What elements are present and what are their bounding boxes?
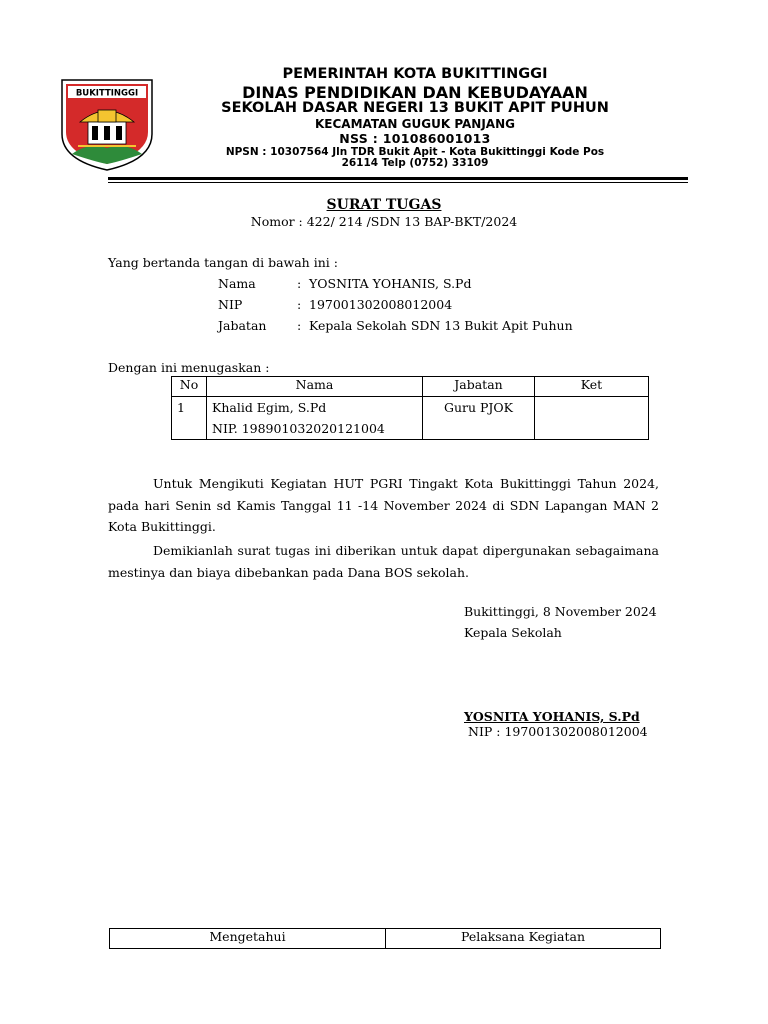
signer-nip-value: 197001302008012004 bbox=[309, 297, 453, 312]
cell-nama bbox=[207, 397, 423, 440]
assignee-name: Khalid Egim, S.Pd bbox=[212, 400, 327, 415]
intro-text: Yang bertanda tangan di bawah ini : bbox=[108, 255, 338, 270]
city-emblem-logo bbox=[58, 74, 156, 172]
signature-name: YOSNITA YOHANIS, S.Pd bbox=[464, 709, 640, 724]
letterhead-government: PEMERINTAH KOTA BUKITTINGGI bbox=[282, 66, 548, 82]
assignment-table bbox=[171, 376, 649, 440]
header-ket: Ket bbox=[535, 377, 649, 397]
signer-position-label: Jabatan bbox=[218, 318, 267, 333]
table-header-row bbox=[172, 377, 649, 397]
paragraph-closing: Demikianlah surat tugas ini diberikan untuk dapat dipergunakan sebagaimana mestinya dan biaya dibebankan pada Dana BOS sekolah. bbox=[108, 543, 659, 580]
assignment-intro: Dengan ini menugaskan : bbox=[108, 360, 270, 375]
letterhead-divider-thin bbox=[108, 182, 688, 183]
cell-no: 1 bbox=[172, 397, 207, 440]
document-number: Nomor : 422/ 214 /SDN 13 BAP-BKT/2024 bbox=[250, 214, 518, 229]
letterhead-school: SEKOLAH DASAR NEGERI 13 BUKIT APIT PUHUN bbox=[221, 100, 609, 116]
cell-ket bbox=[535, 397, 649, 440]
signer-name-label: Nama bbox=[218, 276, 256, 291]
signature-position: Kepala Sekolah bbox=[464, 625, 562, 640]
cell-jabatan: Guru PJOK bbox=[423, 397, 535, 440]
signer-name-separator: : bbox=[297, 276, 302, 291]
header-jabatan: Jabatan bbox=[423, 377, 535, 397]
signature-nip: NIP : 197001302008012004 bbox=[468, 724, 648, 739]
paragraph-purpose: Untuk Mengikuti Kegiatan HUT PGRI Tingakt Kota Bukittinggi Tahun 2024, pada hari Senin sd Kamis Tanggal 11 -14 November 2024 di SDN Lapangan MAN 2 Kota Bukittinggi. bbox=[108, 476, 659, 534]
letterhead-district: KECAMATAN GUGUK PANJANG bbox=[315, 117, 515, 131]
signer-position-value: Kepala Sekolah SDN 13 Bukit Apit Puhun bbox=[309, 318, 573, 333]
footer-row bbox=[110, 929, 661, 949]
letterhead-divider-thick bbox=[108, 177, 688, 180]
footer-acknowledged: Mengetahui bbox=[110, 929, 386, 949]
logo-text: BUKITTINGGI bbox=[75, 88, 139, 99]
signer-nip-label: NIP bbox=[218, 297, 243, 312]
header-nama: Nama bbox=[207, 377, 423, 397]
document-title: SURAT TUGAS bbox=[326, 197, 442, 213]
letterhead-department: DINAS PENDIDIKAN DAN KEBUDAYAAN bbox=[242, 83, 588, 102]
header-no: No bbox=[172, 377, 207, 397]
signer-nip-separator: : bbox=[297, 297, 302, 312]
letterhead-nss: NSS : 101086001013 bbox=[339, 131, 491, 146]
footer-table bbox=[109, 928, 661, 949]
letterhead-address: NPSN : 10307564 Jln TDR Bukit Apit - Kota Bukittinggi Kode Pos bbox=[225, 146, 605, 158]
signature-place-date: Bukittinggi, 8 November 2024 bbox=[464, 604, 657, 619]
table-row bbox=[172, 397, 649, 440]
footer-executor: Pelaksana Kegiatan bbox=[386, 929, 661, 949]
assignee-nip: NIP. 198901032020121004 bbox=[212, 421, 385, 436]
letterhead-phone: 26114 Telp (0752) 33109 bbox=[341, 157, 489, 169]
signer-name-value: YOSNITA YOHANIS, S.Pd bbox=[309, 276, 472, 291]
signer-position-separator: : bbox=[297, 318, 302, 333]
